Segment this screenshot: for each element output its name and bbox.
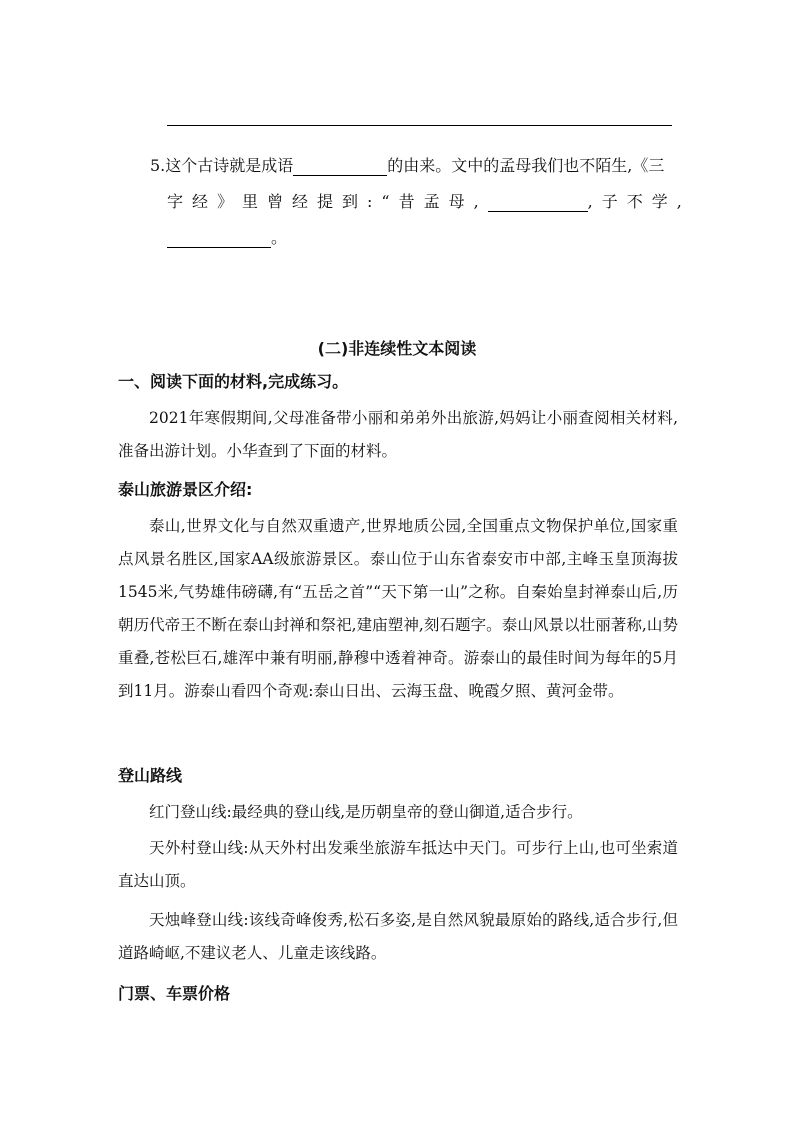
taishan-heading: 泰山旅游景区介绍: xyxy=(118,480,253,499)
taishan-description: 泰山,世界文化与自然双重遗产,世界地质公园,全国重点文物保护单位,国家重点风景名胜区,国家AA级旅游景区。泰山位于山东省泰安市中部,主峰玉皇顶海拔1545米,气势雄伟磅礴,有“五岳之首”“天下第一山”之称。自秦始皇封禅泰山后,历朝历代帝王不断在泰山封禅和祭祀,建庙塑神,刻石题字。泰山风景以壮丽著称,山势重叠,苍松巨石,雄浑中兼有明丽,静穆中透着神奇。游泰山的最佳时间为每年的5月到11月。游泰山看四个奇观:泰山日出、云海玉盘、晚霞夕照、黄河金带。 xyxy=(118,517,678,700)
route-tianwaicun: 天外村登山线:从天外村出发乘坐旅游车抵达中天门。可步行上山,也可坐索道直达山顶。 xyxy=(118,839,678,890)
question-5-line-2 xyxy=(167,192,691,212)
question-5-text-c: 字经》里曾经提到:“昔孟母, xyxy=(167,192,488,211)
sanzijing-blank-1[interactable] xyxy=(488,195,588,212)
routes-heading: 登山路线 xyxy=(118,766,183,785)
question-5-text-d: ,子不学, xyxy=(587,192,691,211)
question-5-text-e: 。 xyxy=(271,228,288,247)
question-5-text-b: 的由来。文中的孟母我们也不陌生,《三 xyxy=(387,156,665,175)
idiom-blank[interactable] xyxy=(293,159,387,176)
intro-paragraph: 2021年寒假期间,父母准备带小丽和弟弟外出旅游,妈妈让小丽查阅相关材料,准备出游计划。小华查到了下面的材料。 xyxy=(118,409,678,460)
route-tianzhufeng: 天烛峰登山线:该线奇峰俊秀,松石多姿,是自然风貌最原始的路线,适合步行,但道路崎岖,不建议老人、儿童走该线路。 xyxy=(118,911,678,962)
tickets-heading: 门票、车票价格 xyxy=(118,984,231,1003)
question-5-line-3 xyxy=(167,228,287,248)
route-hongmen: 红门登山线:最经典的登山线,是历朝皇帝的登山御道,适合步行。 xyxy=(149,803,583,821)
question-5-text-a: 5.这个古诗就是成语 xyxy=(150,156,294,175)
section-title: (二)非连续性文本阅读 xyxy=(317,339,477,358)
sanzijing-blank-2[interactable] xyxy=(167,231,271,248)
task-heading: 一、阅读下面的材料,完成练习。 xyxy=(118,372,349,391)
answer-line xyxy=(167,125,672,126)
question-5-line-1 xyxy=(150,156,664,176)
